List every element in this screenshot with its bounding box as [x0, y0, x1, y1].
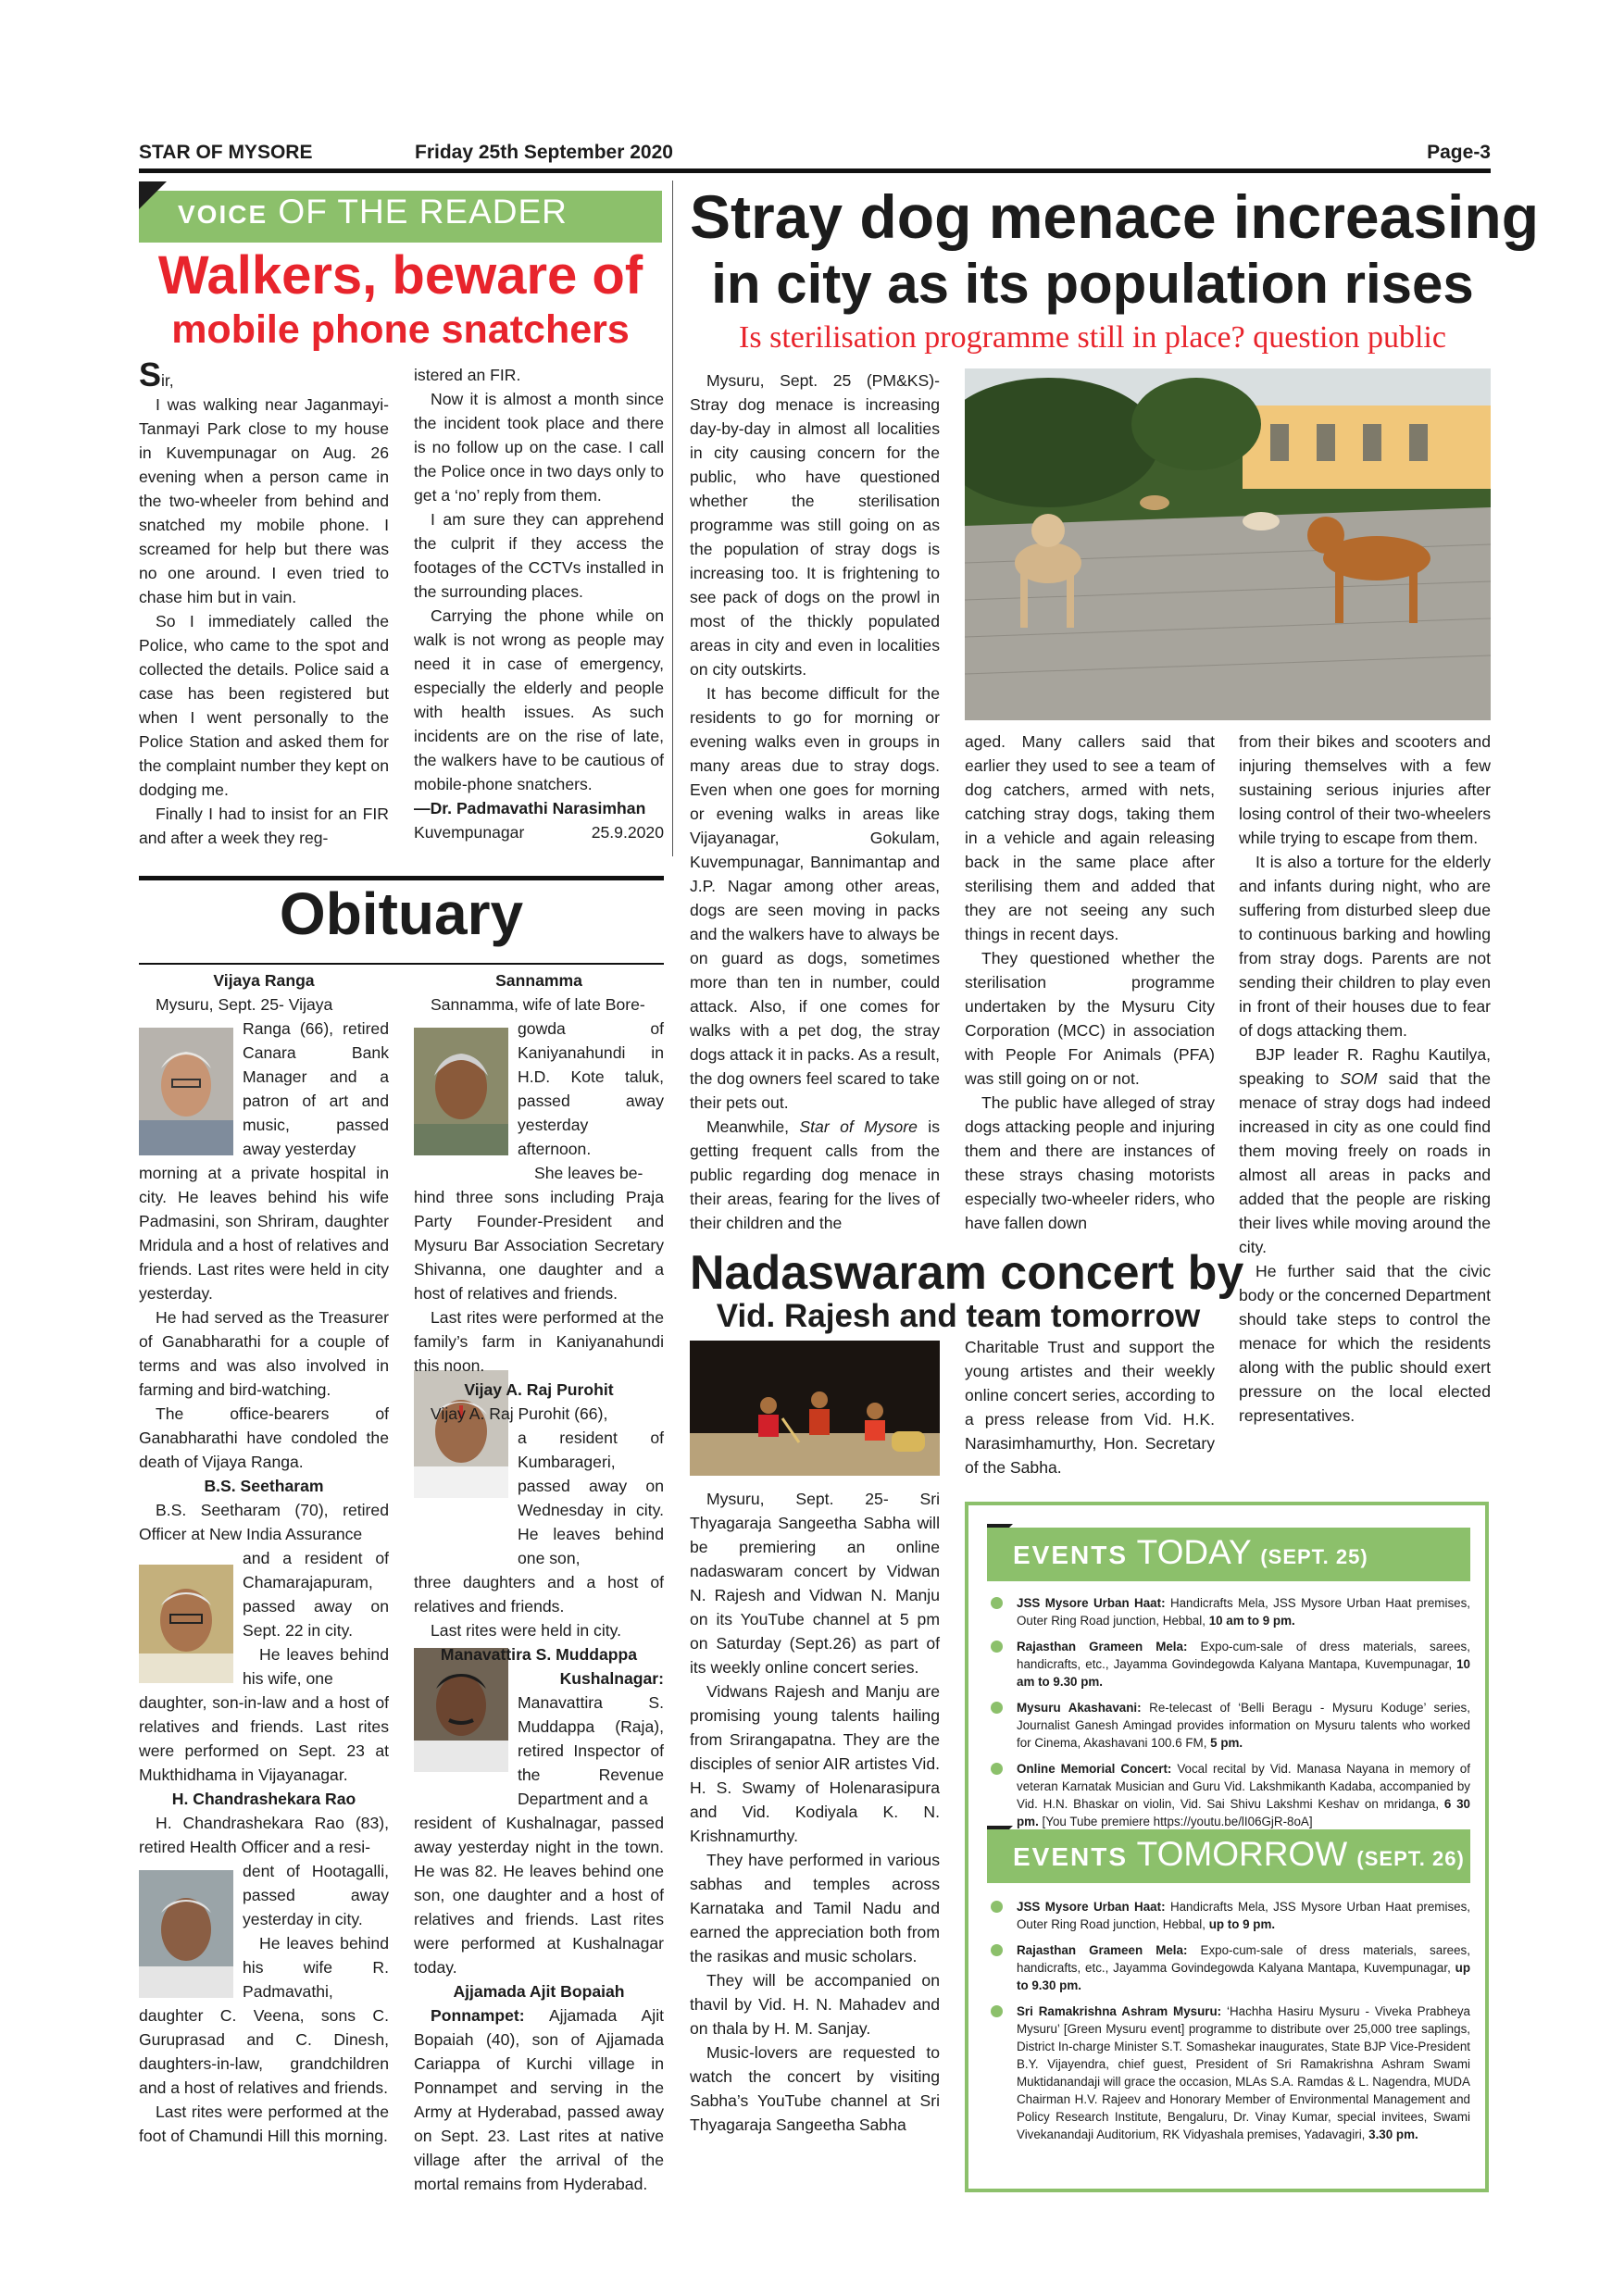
stray-subheadline: Is sterilisation programme still in place? question public — [739, 320, 1446, 355]
obituary-column-1 — [139, 968, 389, 2148]
letter-paragraph: I am sure they can apprehend the culprit if they access the footages of the CCTVs installed in the surrounding places. — [414, 510, 664, 601]
letter-signature: —Dr. Padmavathi Narasimhan — [414, 799, 646, 817]
salutation: ir, — [161, 371, 174, 390]
stray-column-3 — [1239, 730, 1491, 1428]
page-number: Page-3 — [1427, 142, 1491, 163]
obituary-text: daughter, son-in-law and a host of relatives and friends. Last rites were performed on Sept. 23 at Mukthidhama in Vijayanagar. — [139, 1693, 389, 1784]
events-label-big: TOMORROW — [1136, 1835, 1348, 1873]
obituary-text: Ajjamada Ajit Bopaiah (40), son of Ajjamada Cariappa of Kurchi village in Ponnampet and serving in the Army at Hyderabad, passed away on Sept. 23. Last rites at native village after the arrival of the mortal remains from Hyderabad. — [414, 2006, 664, 2193]
masthead-rule — [139, 168, 1491, 173]
article-emphasis: Star of Mysore — [799, 1117, 918, 1136]
voice-label — [178, 193, 568, 231]
article-paragraph: They have performed in various sabhas and temples across Karnataka and Tamil Nadu and earned the appreciation both from the rasikas and music scholars. — [690, 1851, 940, 1965]
event-link[interactable]: [You Tube premiere https://youtu.be/lI06GjR-8oA] — [1042, 1815, 1313, 1828]
obituary-text: He leaves behind his wife, one — [243, 1645, 389, 1688]
event-item — [987, 1760, 1470, 1830]
event-item — [987, 1898, 1470, 1933]
article-paragraph: They questioned whether the sterilisation programme undertaken by the Mysuru City Corporation (MCC) in association with People For Animals (PFA) was still going on or not. — [965, 949, 1215, 1088]
obituary-text: Mysuru, Sept. 25- Vijaya — [156, 995, 333, 1014]
obituary-name: Ajjamada Ajit Bopaiah — [453, 1982, 625, 2001]
stray-column-2 — [965, 730, 1215, 1235]
event-title: Rajasthan Grameen Mela: — [1017, 1943, 1188, 1957]
events-label-date: (SEPT. 26) — [1356, 1847, 1465, 1870]
event-time: 3.30 pm. — [1368, 2128, 1418, 2141]
nadaswaram-column-1 — [690, 1487, 940, 2137]
obituary-text: Last rites were performed at the foot of Chamundi Hill this morning. — [139, 2103, 389, 2145]
obituary-name: Sannamma — [495, 971, 582, 990]
article-paragraph: Charitable Trust and support the young artistes and their weekly online concert series, according to a press release from Vid. H.K. Narasimhamurthy, Hon. Secretary of the Sabha. — [965, 1338, 1215, 1477]
obituary-text: morning at a private hospital in city. He leaves behind his wife Padmasini, son Shriram, daughter Mridula and a host of relatives and friends. Last rites were held in city yesterday. — [139, 1164, 389, 1303]
obituary-text: a resident of Kumbarageri, passed away on Wednesday in city. He leaves behind one son, — [518, 1429, 664, 1567]
voice-headline: Walkers, beware of — [157, 245, 643, 306]
event-title: JSS Mysore Urban Haat: — [1017, 1596, 1166, 1610]
article-emphasis: SOM — [1340, 1069, 1378, 1088]
banner-corner-icon — [139, 181, 167, 209]
nadaswaram-column-2 — [965, 1335, 1215, 1479]
stray-dogs-photo — [965, 368, 1491, 720]
events-label-big: TODAY — [1136, 1533, 1252, 1571]
bullet-icon — [991, 1702, 1003, 1714]
article-paragraph: Vidwans Rajesh and Manju are promising young talents hailing from Srirangapatna. They are the disciples of senior AIR artistes Vid. H. S. Swamy of Holenarasipura and Vid. Kodiyala K. N. Krishnamurthy. — [690, 1682, 940, 1845]
obituary-text: daughter C. Veena, sons C. Guruprasad and C. Dinesh, daughters-in-law, grandchildren and a host of relatives and friends. — [139, 2006, 389, 2097]
obituary-text: Last rites were held in city. — [431, 1621, 621, 1640]
event-time: 5 pm. — [1210, 1736, 1243, 1750]
obituary-text: hind three sons including Praja Party Founder-President and Mysuru Bar Association Secretary Shivanna, one daughter and a host of relatives and friends. — [414, 1188, 664, 1303]
article-paragraph: He further said that the civic body or the concerned Department should take steps to control the menace for which the residents along with the public should exert pressure on the local elected representatives. — [1239, 1262, 1491, 1425]
event-time: 6 30 pm. — [1017, 1797, 1470, 1828]
bullet-icon — [991, 2005, 1003, 2017]
obituary-text: resident of Kushalnagar, passed away yesterday night in the town. He was 82. He leaves behind one son, one daughter and a host of relatives and friends. Last rites were performed at Kushalnagar today. — [414, 1814, 664, 1977]
voice-subheadline: mobile phone snatchers — [171, 307, 630, 352]
event-text: Vocal recital by Vid. Manasa Nayana in memory of veteran Karnatak Musician and Guru Vid. Lakshmikanth Kadaba, accompanied by Vid. H.N. Bhaskar on violin, Vid. Sai Shivu Lakshmi Keshav on mridanga, — [1017, 1762, 1470, 1811]
events-tomorrow-label — [1013, 1835, 1465, 1874]
concert-photo — [690, 1341, 940, 1476]
issue-date: Friday 25th September 2020 — [415, 142, 673, 163]
voice-label-big: OF THE READER — [278, 193, 568, 231]
event-item — [987, 1638, 1470, 1691]
event-time: 10 am to 9.30 pm. — [1017, 1657, 1470, 1689]
event-text: Expo-cum-sale of dress materials, sarees, handicrafts, etc., Jayamma Govindegowda Kalyana Mantapa, Kuvempunagar, — [1017, 1943, 1470, 1975]
event-title: Sri Ramakrishna Ashram Mysuru: — [1017, 2004, 1222, 2018]
article-text: said that the menace of stray dogs had indeed increased in city as one could find them moving freely on roads in almost all areas in packs and added that the people are risking their lives while moving around the city. — [1239, 1069, 1492, 1256]
article-paragraph: They will be accompanied on thavil by Vid. H. N. Mahadev and on thala by H. M. Sanjay. — [690, 1971, 940, 2038]
article-paragraph: The public have alleged of stray dogs attacking people and injuring them and there are instances of these strays chasing motorists especially two-wheeler riders, who have fallen down — [965, 1093, 1215, 1232]
event-text: ‘Hachha Hasiru Mysuru - Viveka Prabheya Mysuru’ [Green Mysuru event] programme to distribute over 25,000 tree saplings, District In-charge Minister S.T. Somashekar inaugurates, State BJP Vice-President B.Y. Vijayendra, chief guest, President of Sri Ramakrishna Ashram Swami Muktidanandaji will grace the occasion, MLAs S.A. Ramdas & L. Nagendra, MUDA Chairman H.V. Rajeev and Honorary Member of Environmental Management and Policy Research Institute, Bengaluru, Dr. Vinay Kumar, special invitees, Swami Vivekanandaji Auditorium, RK Vidyashala premises, Yadavagiri, — [1017, 2004, 1470, 2141]
obituary-text: The office-bearers of Ganabharathi have condoled the death of Vijaya Ranga. — [139, 1404, 389, 1471]
obituary-text: dent of Hootagalli, passed away yesterday in city. — [243, 1862, 389, 1928]
events-label-date: (SEPT. 25) — [1260, 1545, 1368, 1568]
bullet-icon — [991, 1641, 1003, 1653]
event-item — [987, 1699, 1470, 1752]
obituary-name: Vijay A. Raj Purohit — [464, 1380, 614, 1399]
letter-paragraph: Finally I had to insist for an FIR and after a week they reg- — [139, 805, 389, 847]
obituary-text: and a resident of Chamarajapuram, passed away on Sept. 22 in city. — [243, 1549, 389, 1640]
events-tomorrow-list — [987, 1898, 1470, 2152]
voice-column-1 — [139, 356, 389, 850]
obituary-place: Ponnampet: — [431, 2006, 525, 2025]
event-text: Handicrafts Mela, JSS Mysore Urban Haat premises, Outer Ring Road junction, Hebbal, — [1017, 1596, 1470, 1628]
event-text: Expo-cum-sale of dress materials, sarees, handicrafts, etc., Jayamma Govindegowda Kalyana Mantapa, Kuvempunagar, — [1017, 1640, 1470, 1671]
bullet-icon — [991, 1597, 1003, 1609]
stray-column-1 — [690, 368, 940, 1235]
voice-label-small: VOICE — [178, 200, 269, 229]
event-title: Rajasthan Grameen Mela: — [1017, 1640, 1188, 1653]
obituary-text: Manavattira S. Muddappa (Raja), retired Inspector of the Revenue Department and a — [518, 1693, 664, 1808]
article-text: BJP leader R. Raghu Kautilya, speaking to — [1239, 1045, 1491, 1088]
letter-paragraph: Now it is almost a month since the incident took place and there is no follow up on the case. I call the Police once in two days only to get a ‘no’ reply from them. — [414, 390, 664, 505]
events-label-small: EVENTS — [1013, 1842, 1129, 1871]
event-title: JSS Mysore Urban Haat: — [1017, 1900, 1166, 1914]
events-label-small: EVENTS — [1013, 1541, 1129, 1569]
voice-column-2 — [414, 363, 664, 844]
paper-name: STAR OF MYSORE — [139, 142, 313, 163]
obituary-text: three daughters and a host of relatives and friends. — [414, 1573, 664, 1616]
letter-paragraph: So I immediately called the Police, who came to the spot and collected the details. Police said a case has been registered but when I went personally to the Police Station and asked them for the complaint number they kept on dodging me. — [139, 612, 389, 799]
article-text: Meanwhile, — [706, 1117, 789, 1136]
obituary-place: Kushalnagar: — [559, 1669, 664, 1688]
letter-paragraph: Carrying the phone while on walk is not wrong as people may need it in case of emergency, especially the elderly and people with health issues. As such incidents are on the rise of late, the walkers have to be cautious of mobile-phone snatchers. — [414, 606, 664, 793]
obituary-text: gowda of Kaniyanahundi in H.D. Kote taluk, passed away yesterday afternoon. — [518, 1019, 664, 1158]
obituary-name: Manavattira S. Muddappa — [440, 1645, 638, 1664]
event-text: Re-telecast of ‘Belli Beragu - Mysuru Koduge’ series, Journalist Ganesh Amingad provides information on Mysuru talents who worked for Cinema, Akashavani 100.6 FM, — [1017, 1701, 1470, 1750]
article-paragraph: It is also a torture for the elderly and infants during night, who are suffering from disturbed sleep due to continuous barking and howling from stray dogs. Parents are not sending their children to play even in front of their houses due to fear of dogs attacking them. — [1239, 853, 1491, 1040]
obituary-text: She leaves be- — [534, 1164, 643, 1182]
obituary-text: Vijay A. Raj Purohit (66), — [431, 1404, 608, 1423]
event-title: Online Memorial Concert: — [1017, 1762, 1172, 1776]
events-today-list — [987, 1594, 1470, 1839]
letter-date: 25.9.2020 — [591, 823, 664, 842]
letter-paragraph: istered an FIR. — [414, 366, 521, 384]
bullet-icon — [991, 1944, 1003, 1956]
bullet-icon — [991, 1901, 1003, 1913]
event-time: 10 am to 9 pm. — [1208, 1614, 1295, 1628]
column-divider — [672, 181, 673, 856]
event-time: up to 9 pm. — [1208, 1917, 1276, 1931]
obituary-title: Obituary — [279, 880, 524, 947]
article-paragraph: from their bikes and scooters and injuring themselves with a few sustaining serious injuries after losing control of their two-wheelers while trying to escape from them. — [1239, 732, 1491, 847]
event-item — [987, 2003, 1470, 2143]
article-paragraph: Music-lovers are requested to watch the concert by visiting Sabha’s YouTube channel at Sri Thyagaraja Sangeetha Sabha — [690, 2043, 940, 2134]
obituary-name: H. Chandrashekara Rao — [171, 1790, 356, 1808]
obituary-text: Ranga (66), retired Canara Bank Manager and a patron of art and music, passed away yesterday — [243, 1019, 389, 1158]
obituary-text: He had served as the Treasurer of Ganabharathi for a couple of terms and was also involved in farming and bird-watching. — [139, 1308, 389, 1399]
event-text: Handicrafts Mela, JSS Mysore Urban Haat premises, Outer Ring Road junction, Hebbal, — [1017, 1900, 1470, 1931]
nadaswaram-subheadline: Vid. Rajesh and team tomorrow — [716, 1298, 1201, 1334]
event-item — [987, 1941, 1470, 1994]
article-paragraph: Mysuru, Sept. 25 (PM&KS)- Stray dog menace is increasing day-by-day in almost all localities in city causing concern for the public, who have questioned whether the sterilisation programme was still going on as the population of stray dogs is increasing too. It is frightening to see pack of dogs on the prowl in most of the thickly populated areas in city and even in localities on city outskirts. — [690, 371, 940, 679]
letter-place: Kuvempunagar — [414, 823, 525, 842]
obituary-column-2 — [414, 968, 664, 2196]
events-box — [965, 1502, 1489, 2192]
obituary-text: B.S. Seetharam (70), retired Officer at New India Assurance — [139, 1501, 389, 1543]
masthead — [139, 142, 1491, 162]
letter-paragraph: I was walking near Jaganmayi-Tanmayi Park close to my house in Kuvempunagar on Aug. 26 evening when a person came in the two-wheeler from behind and snatched my mobile phone. I screamed for help but there was no one around. I even tried to chase him but in vain. — [139, 395, 389, 606]
article-paragraph: aged. Many callers said that earlier they used to see a team of dog catchers, armed with nets, catching stray dogs, taking them in a vehicle and again releasing back in the same place after sterilising them and added that they are not seeing any such things in recent days. — [965, 732, 1215, 943]
event-item — [987, 1594, 1470, 1629]
stray-headline-2: in city as its population rises — [711, 253, 1474, 315]
drop-cap: S — [139, 356, 162, 393]
obituary-text: H. Chandrashekara Rao (83), retired Health Officer and a resi- — [139, 1814, 389, 1856]
event-title: Mysuru Akashavani: — [1017, 1701, 1142, 1715]
obituary-text: He leaves behind his wife R. Padmavathi, — [243, 1934, 389, 2001]
obituary-name: B.S. Seetharam — [204, 1477, 324, 1495]
event-time: up to 9.30 pm. — [1017, 1961, 1470, 1992]
article-text: is getting frequent calls from the public regarding dog menace in their areas, fearing for the lives of their children and the — [690, 1117, 941, 1232]
article-paragraph: It has become difficult for the residents to go for morning or evening walks even in groups in many areas due to stray dogs. Even when one goes for morning or evening walks in areas like Vijayanagar, Gokulam, Kuvempunagar, Bannimantap and J.P. Nagar among other areas, dogs are seen moving in packs and the walkers have to always be on guard as dogs, sometimes more than ten in number, could attack. Also, if one comes for walks with a pet dog, the stray dogs attack it in packs. As a result, the dog owners feel scared to take their pets out. — [690, 684, 940, 1112]
obituary-text: Last rites were performed at the family’s farm in Kaniyanahundi this noon. — [414, 1308, 664, 1375]
obituary-rule — [139, 963, 664, 965]
letter-place-date — [414, 820, 664, 844]
article-paragraph: Mysuru, Sept. 25- Sri Thyagaraja Sangeetha Sabha will be premiering an online nadaswaram concert by Vidwan N. Rajesh and Vidwan N. Manju on its YouTube channel at 5 pm on Saturday (Sept.26) as part of its weekly online concert series. — [690, 1490, 940, 1677]
events-today-label — [1013, 1533, 1368, 1572]
nadaswaram-headline: Nadaswaram concert by — [690, 1246, 1244, 1300]
bullet-icon — [991, 1763, 1003, 1775]
obituary-text: Sannamma, wife of late Bore- — [431, 995, 645, 1014]
obituary-name: Vijaya Ranga — [213, 971, 315, 990]
stray-headline: Stray dog menace increasing — [690, 182, 1540, 251]
